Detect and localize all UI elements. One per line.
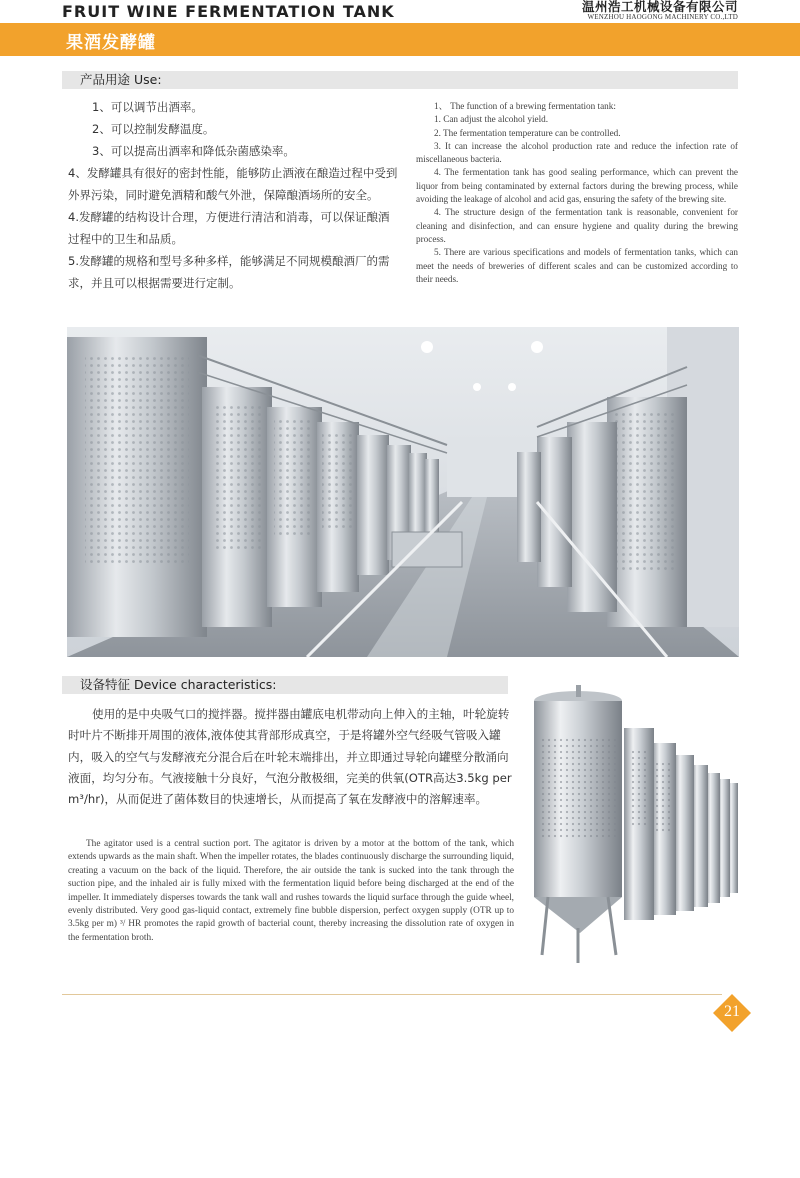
header-title: FRUIT WINE FERMENTATION TANK (62, 2, 395, 21)
footer-divider (62, 994, 722, 995)
use-cn-paragraph: 4.发酵罐的结构设计合理，方便进行清洁和消毒，可以保证酿酒过程中的卫生和品质。 (68, 210, 390, 246)
use-en-paragraph: 4. The structure design of the fermentation tank is reasonable, convenient for cleaning and disinfection, and can ensure hygiene and quality during the brewing process. (416, 207, 738, 244)
features-cn-paragraph: 使用的是中央吸气口的搅拌器。搅拌器由罐底电机带动向上伸入的主轴，叶轮旋转时叶片不断排开周围的液体,液体使其背部形成真空，于是将罐外空气经吸气管吸入罐内，吸入的空气与发酵液充分混合后在叶轮末端排出，并立即通过导轮向罐壁分散涌向液面，均匀分布。气液接触十分良好，气泡分散极细，完美的供氧(OTR高达3.5kg per m³/hr)，从而促进了菌体数目的快速增长，从而提高了氧在发酵液中的溶解速率。 (68, 707, 512, 807)
brewery-interior-photo (67, 327, 739, 657)
use-en-paragraph: 4. The fermentation tank has good sealing performance, which can prevent the liquor from being contaminated by external factors during the brewing process, while avoiding the leakage of alcohol and acid gas, ensuring the safety of the brewing site. (416, 167, 738, 205)
use-en-line: 3. It can increase the alcohol production rate and reduce the infection rate of miscellaneous bacteria. (416, 140, 738, 165)
use-en-text (416, 100, 738, 286)
company-name-en: WENZHOU HAOGONG MACHINERY CO.,LTD (587, 13, 738, 21)
features-section-heading: 设备特征 Device characteristics: (62, 676, 508, 694)
use-cn-item: 3、可以提高出酒率和降低杂菌感染率。 (92, 144, 295, 158)
use-cn-text (68, 96, 398, 294)
use-section-heading: 产品用途 Use: (62, 71, 738, 89)
features-en-text (68, 838, 514, 945)
use-en-line: 1、 The function of a brewing fermentation tank: (434, 101, 616, 111)
use-en-paragraph: 5. There are various specifications and models of fermentation tanks, which can meet the needs of breweries of different scales and can be customized according to their needs. (416, 247, 738, 284)
company-name (582, 0, 738, 22)
use-cn-item: 1、可以调节出酒率。 (92, 100, 203, 114)
company-name-cn: 温州浩工机械设备有限公司 (581, 0, 738, 14)
banner-title: 果酒发酵罐 (66, 33, 156, 53)
features-en-paragraph: The agitator used is a central suction port. The agitator is driven by a motor at the bottom of the tank, which extends upwards as the main shaft. When the impeller rotates, the blades continuously discharge the surrounding liquid, creating a vacuum on the back of the liquid. Therefore, the air outside the tank is sucked into the tank through the suction pipe, and the inhaled air is fully mixed with the fermentation liquid before being discharged at the end of the impeller. It immediately disperses towards the tank wall and rushes towards the liquid surface through the guide wheel, evenly distributed. Very good gas-liquid contact, extremely fine bubble dispersion, perfect oxygen supply (OTR up to 3.5kg per m) ³/ HR promotes the rapid growth of bacterial count, thereby increasing the dissolution rate of oxygen in the fermentation broth. (68, 839, 514, 943)
use-cn-item: 2、可以控制发酵温度。 (92, 122, 215, 136)
use-en-line: 2. The fermentation temperature can be controlled. (434, 127, 621, 138)
fermentation-tanks-photo (528, 683, 740, 965)
use-en-line: 1. Can adjust the alcohol yield. (434, 114, 549, 125)
use-cn-paragraph: 4、发酵罐具有很好的密封性能，能够防止酒液在酿造过程中受到外界污染，同时避免酒精和酸气外泄，保障酿酒场所的安全。 (68, 166, 398, 202)
title-banner (0, 23, 800, 56)
use-cn-paragraph: 5.发酵罐的规格和型号多种多样，能够满足不同规模酿酒厂的需求，并且可以根据需要进行定制。 (68, 254, 390, 290)
features-cn-text (68, 704, 514, 810)
page-number: 21 (724, 1003, 740, 1020)
